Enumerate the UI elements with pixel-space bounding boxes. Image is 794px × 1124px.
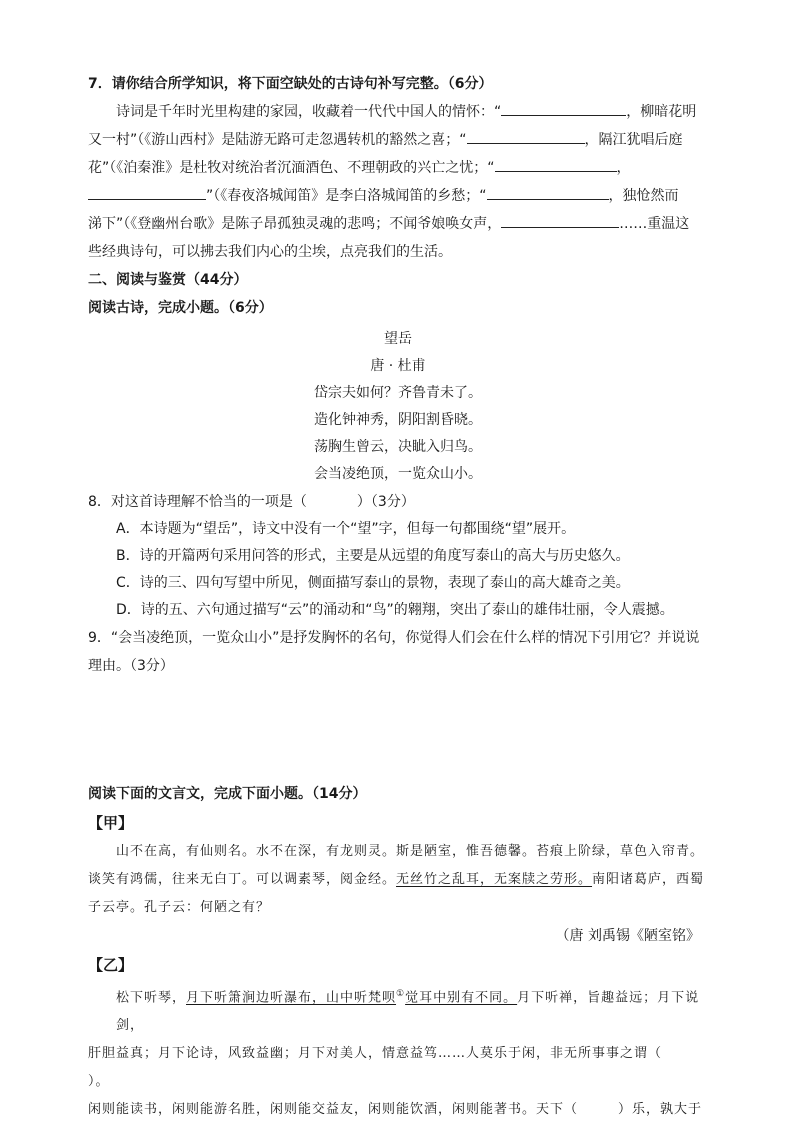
poem-title: 望岳 — [384, 331, 412, 347]
yi-text: 肝胆益真；月下论诗，风致益幽；月下对美人，情意益笃……人莫乐于闲，非无所事事之谓（ — [88, 1046, 663, 1062]
yi-underlined: 觉耳中别有不同。 — [405, 990, 518, 1006]
q7-text: ， — [616, 160, 631, 176]
q7-line-2 — [88, 126, 708, 154]
jia-text: 南阳诸葛庐，西蜀 — [592, 872, 705, 887]
q7-text: ，独怆然而 — [608, 188, 679, 204]
jia-text: 谈笑有鸿儒，往来无白丁。可以调素琴，阅金经。 — [88, 872, 397, 887]
q7-line-5 — [88, 210, 708, 238]
q8-option-a: A．本诗题为“望岳”，诗文中没有一个“望”字，但每一句都围绕“望”展开。 — [116, 521, 576, 537]
exam-page — [88, 70, 708, 1124]
answer-blank[interactable] — [487, 185, 609, 200]
poem-line: 造化钟神秀，阴阳割昏晓。 — [314, 412, 482, 428]
yi-line-3 — [88, 1096, 708, 1124]
q7-text: ，隔江犹唱后庭 — [584, 132, 683, 148]
answer-blank[interactable] — [88, 185, 206, 200]
answer-blank[interactable] — [495, 157, 617, 172]
q7-text: 诗词是千年时光里构建的家园，收藏着一代代中国人的情怀：“ — [116, 104, 502, 120]
answer-blank[interactable] — [501, 213, 619, 228]
section-heading: 二、阅读与鉴赏（44分） — [88, 272, 248, 288]
answer-blank[interactable] — [467, 129, 585, 144]
q7-line-6: 些经典诗句，可以拂去我们内心的尘埃，点亮我们的生活。 — [88, 244, 452, 260]
jia-label: 【甲】 — [88, 814, 134, 832]
q7-text: 花”（《泊秦淮》是杜牧对统治者沉湎酒色、不理朝政的兴亡之忧；“ — [88, 160, 495, 176]
yi-text: ）乐，孰大于 — [618, 1102, 703, 1118]
poem-line: 会当凌绝顶，一览众山小。 — [314, 466, 482, 482]
classical-intro: 阅读下面的文言文，完成下面小题。（14分） — [88, 786, 367, 802]
answer-space[interactable] — [88, 680, 708, 780]
yi-label: 【乙】 — [88, 956, 134, 974]
poem-line: 荡胸生曾云，决眦入归鸟。 — [314, 439, 482, 455]
poem-author: 唐 · 杜甫 — [370, 358, 426, 374]
q9-line-1: 9．“会当凌绝顶，一览众山小”是抒发胸怀的名句，你觉得人们会在什么样的情况下引用它？并说说 — [88, 630, 700, 646]
answer-blank[interactable] — [501, 101, 626, 116]
q8-option-c: C．诗的三、四句写望中所见，侧面描写泰山的景物，表现了泰山的高大雄奇之美。 — [116, 575, 630, 591]
q7-text: 涕下”（《登幽州台歌》是陈子昂孤独灵魂的悲鸣；不闻爷娘唤女声， — [88, 216, 502, 232]
yi-line-1 — [88, 980, 708, 1040]
jia-line-1: 山不在高，有仙则名。水不在深，有龙则灵。斯是陋室，惟吾德馨。苔痕上阶绿，草色入帘青。 — [116, 844, 705, 859]
q7-text: ，柳暗花明 — [626, 104, 697, 120]
poem-intro: 阅读古诗，完成小题。（6分） — [88, 300, 273, 316]
q8-option-d: D．诗的五、六句通过描写“云”的涌动和“鸟”的翱翔，突出了泰山的雄伟壮丽，令人震撼。 — [116, 602, 674, 618]
jia-source: （唐 刘禹锡《陋室铭》 — [555, 928, 700, 944]
poem-block — [88, 326, 708, 488]
q7-text: ”（《春夜洛城闻笛》是李白洛城闻笛的乡愁；“ — [206, 188, 487, 204]
jia-line-3: 子云亭。孔子云：何陋之有？ — [88, 900, 271, 915]
q8-text: 8．对这首诗理解不恰当的一项是（ — [88, 494, 307, 510]
q8-text: ）（3分） — [356, 494, 415, 510]
q8-stem — [88, 488, 708, 516]
q7-line-1 — [88, 98, 708, 126]
yi-underlined: 月下听箫涧边听瀑布，山中听梵呗 — [186, 990, 397, 1006]
yi-text: 松下听琴， — [116, 990, 187, 1006]
jia-line-2 — [88, 866, 708, 894]
yi-text: 闲则能读书，闲则能游名胜，闲则能交益友，闲则能饮酒，闲则能著书。天下（ — [88, 1102, 579, 1118]
yi-text: 月下听禅，旨趣益远；月下说剑， — [116, 990, 700, 1034]
q8-option-b: B．诗的开篇两句采用问答的形式，主要是从远望的角度写泰山的高大与历史悠久。 — [116, 548, 630, 564]
q7-title: 7．请你结合所学知识，将下面空缺处的古诗句补写完整。（6分） — [88, 76, 493, 92]
poem-line: 岱宗夫如何？齐鲁青未了。 — [314, 385, 482, 401]
yi-line-2 — [88, 1040, 708, 1096]
yi-text: ）。 — [88, 1074, 110, 1090]
q7-line-3 — [88, 154, 708, 182]
jia-underlined: 无丝竹之乱耳，无案牍之劳形。 — [396, 872, 593, 887]
q7-text: 又一村”（《游山西村》是陆游无路可走忽遇转机的豁然之喜；“ — [88, 132, 467, 148]
footnote-marker: ① — [396, 989, 406, 999]
q7-text: ……重温这 — [619, 216, 690, 232]
q9-line-2: 理由。（3分） — [88, 658, 174, 674]
q7-line-4 — [88, 182, 708, 210]
